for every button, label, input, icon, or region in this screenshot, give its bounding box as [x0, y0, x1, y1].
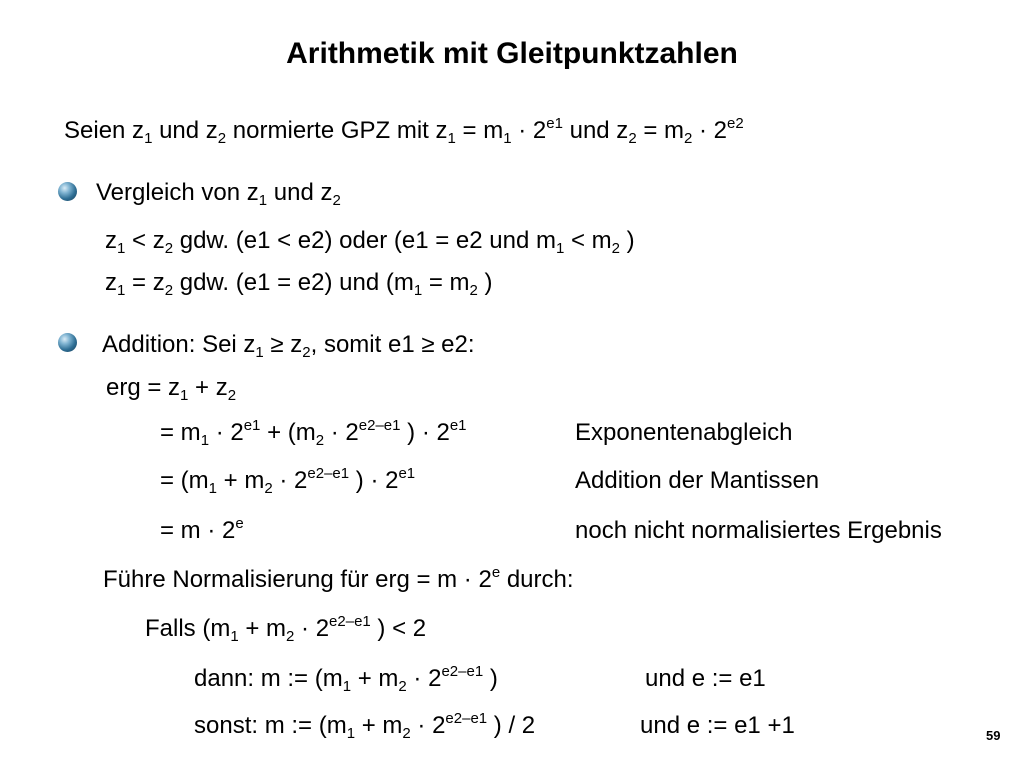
intro-line: Seien $z_1$ und $z_2$ normierte GPZ mit $z_1 = m_1 \cdot 2^{e1}$ und $z_2 = m_2 \cdot 2^{e2}$	[64, 115, 744, 147]
compare-equal-line: $z_1 = z_2$ gdw. (e1 = e2) und ($m_1 = m_2$ )	[105, 269, 493, 299]
normalize-then: dann: m := ($m_1 + m_2 \cdot 2^{e2-e1}$ )	[194, 663, 498, 695]
erg-line: erg = $z_1 + z_2$	[106, 374, 237, 404]
bullet-icon	[58, 182, 77, 201]
slide-title: Arithmetik mit Gleitpunktzahlen	[286, 37, 738, 70]
step3-formula: = $m \cdot 2^e$	[160, 515, 244, 544]
compare-less-line: $z_1 < z_2$ gdw. (e1 < e2) oder (e1 = e2 und $m_1 < m_2$ )	[105, 227, 635, 257]
normalize-else-exponent: und e := e1 +1	[640, 712, 795, 739]
compare-heading: Vergleich von $z_1$ und $z_2$	[96, 179, 341, 209]
step1-formula: = $m_1 \cdot 2^{e1} + (m_2 \cdot 2^{e2-e1}$ ) · $2^{e1}$	[160, 417, 467, 449]
step1-note: Exponentenabgleich	[575, 419, 793, 446]
normalize-then-exponent: und e := e1	[645, 665, 766, 692]
step3-note: noch nicht normalisiertes Ergebnis	[575, 517, 942, 544]
step2-formula: = ($m_1 + m_2 \cdot 2^{e2-e1}$ ) · $2^{e1}$	[160, 465, 416, 497]
normalize-condition: Falls ($m_1 + m_2 \cdot 2^{e2-e1}$ ) < 2	[145, 613, 427, 645]
addition-heading: Addition: Sei $z_1 \ge z_2$, somit e1 ≥ e2:	[102, 331, 475, 361]
step2-note: Addition der Mantissen	[575, 467, 820, 494]
bullet-icon	[58, 333, 77, 352]
page-number: 59	[986, 728, 1001, 743]
normalize-heading: Führe Normalisierung für erg = $m \cdot 2^e$ durch:	[103, 564, 574, 593]
normalize-else: sonst: m := ($m_1 + m_2 \cdot 2^{e2-e1}$ ) / 2	[194, 710, 536, 742]
